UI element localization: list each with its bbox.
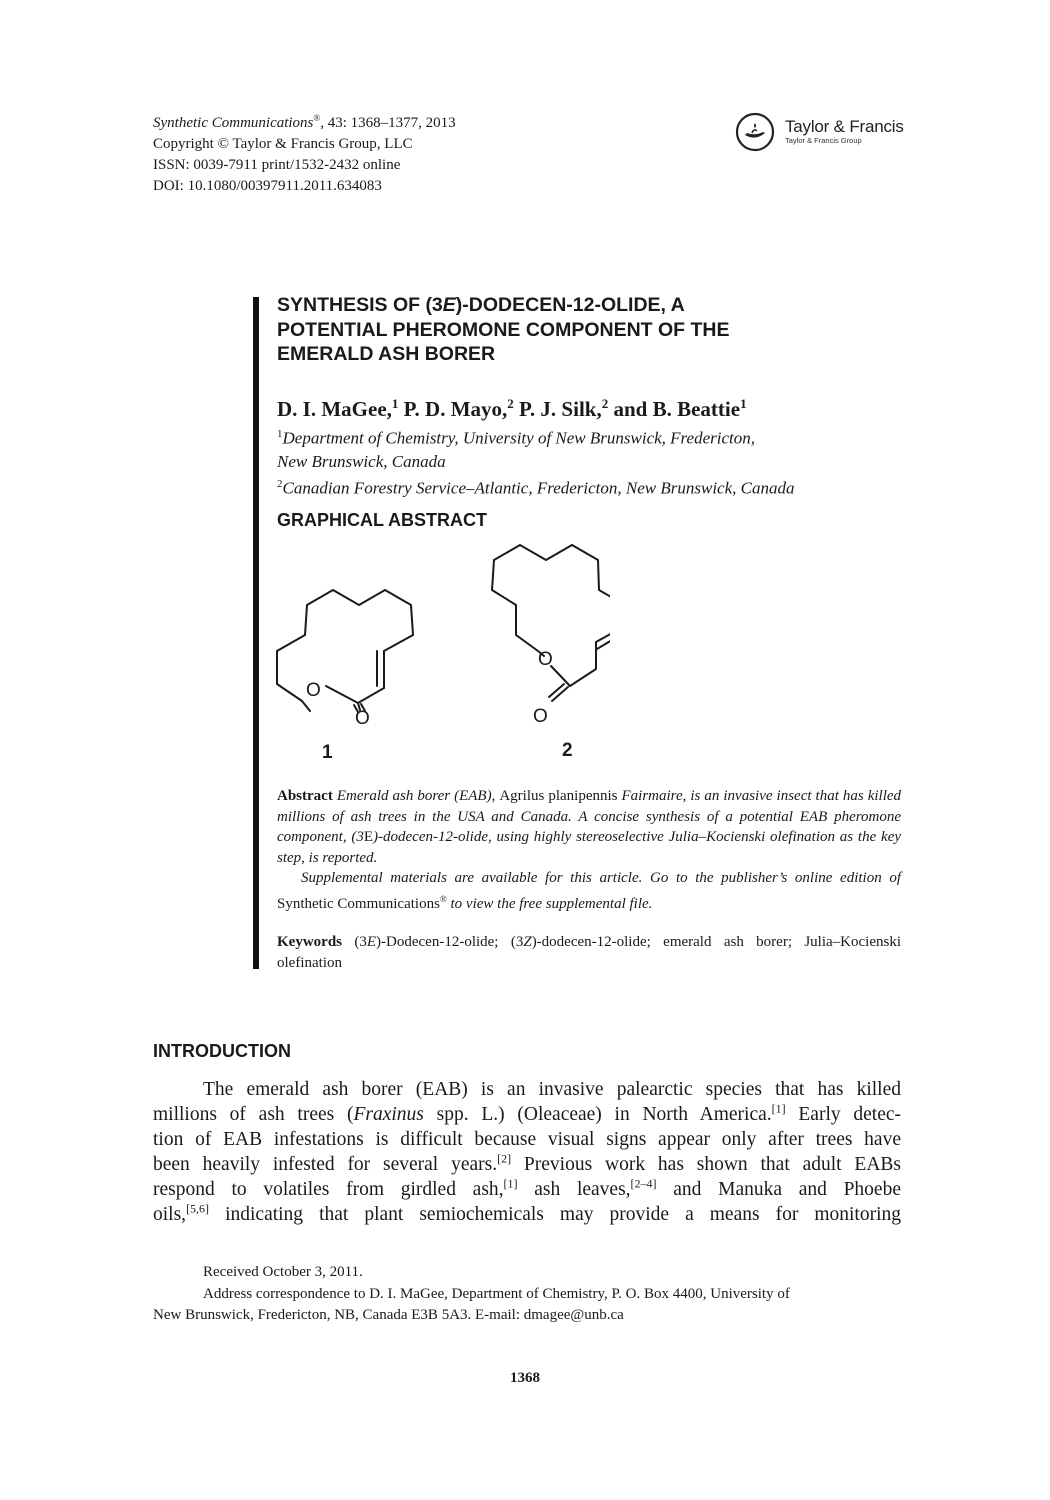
intro-text: indicating that plant semiochemicals may provide a means for monitoring [209, 1204, 901, 1225]
compound-1-structure [277, 590, 413, 712]
keywords [277, 932, 901, 973]
citation-ref: [1] [771, 1101, 786, 1116]
copyright: Copyright © Taylor & Francis Group, LLC [153, 136, 413, 152]
affiliation-2: Canadian Forestry Service–Atlantic, Fredericton, New Brunswick, Canada [282, 478, 795, 498]
chemical-structures [270, 538, 610, 768]
article-title [277, 293, 917, 367]
author-affil-mark: 2 [601, 396, 609, 411]
oxygen-label: O [533, 706, 548, 727]
footnotes [153, 1262, 901, 1327]
title-line-1a: SYNTHESIS OF (3 [277, 294, 443, 316]
intro-line [153, 1202, 901, 1227]
author-list [277, 396, 747, 422]
citation-ref: [1] [503, 1176, 518, 1191]
intro-text: and Manuka and Phoebe [656, 1179, 901, 1200]
citation-ref: [2] [497, 1151, 512, 1166]
correspondence-address: Address correspondence to D. I. MaGee, Department of Chemistry, P. O. Box 4400, University of [203, 1285, 790, 1302]
supplemental-journal: Synthetic Communications [277, 895, 440, 912]
intro-text: tion of EAB infestations is difficult because visual signs appear only after trees have [153, 1129, 901, 1150]
citation: , 43: 1368–1377, 2013 [320, 115, 456, 131]
intro-text: respond to volatiles from girdled ash, [153, 1179, 504, 1200]
intro-line [153, 1127, 901, 1152]
abstract-label: Abstract [277, 788, 333, 804]
publisher-group: Taylor & Francis Group [785, 136, 862, 145]
affiliations [277, 423, 794, 499]
registered-mark: ® [439, 893, 447, 904]
author-affil-mark: 1 [740, 396, 747, 411]
affiliation-mark: 1 [277, 428, 283, 440]
intro-text: spp. L.) (Oleaceae) in North America. [423, 1104, 772, 1125]
correspondence-address-cont: New Brunswick, Fredericton, NB, Canada E3B 5A3. E-mail: dmagee@unb.ca [153, 1307, 624, 1323]
title-rule [253, 297, 259, 969]
intro-text: ash leaves, [517, 1179, 631, 1200]
affiliation-1: Department of Chemistry, University of New Brunswick, Fredericton, [282, 428, 755, 448]
intro-line [153, 1152, 901, 1177]
publisher-logo [735, 112, 904, 152]
keyword-text: (3 [342, 934, 367, 950]
citation-ref: [5,6] [186, 1201, 210, 1216]
lamp-icon [735, 112, 775, 152]
species-name: Agrilus planipennis [499, 788, 618, 804]
oxygen-label: O [355, 708, 370, 729]
issn: ISSN: 0039-7911 print/1532-2432 online [153, 157, 401, 173]
author-name: D. I. MaGee, [277, 397, 392, 421]
keyword-text: )-Dodecen-12-olide; (3 [376, 934, 524, 950]
intro-line [153, 1177, 901, 1202]
genus-name: Fraxinus [353, 1104, 424, 1125]
compound-2-structure [492, 545, 610, 701]
oxygen-label: O [538, 649, 553, 670]
journal-info [153, 108, 456, 197]
abstract-text: Emerald ash borer (EAB), [332, 788, 500, 804]
publisher-name: Taylor & Francis [785, 117, 904, 136]
oxygen-label: O [306, 680, 321, 701]
introduction-text [153, 1077, 901, 1227]
abstract-text: Fairmaire, is an invasive insect that has killed millions of ash trees in the USA and Canada. A concise synthesis of a potential EAB pheromone component, (3 [277, 788, 902, 845]
author-name: and B. Beattie [608, 397, 741, 421]
author-affil-mark: 1 [391, 396, 399, 411]
supplemental-note: Supplemental materials are available for this article. Go to the publisher’s online edition of [301, 870, 901, 886]
title-line-3: EMERALD ASH BORER [277, 343, 496, 365]
author-affil-mark: 2 [507, 396, 514, 411]
abstract [277, 786, 901, 914]
intro-text: Early detec- [785, 1104, 901, 1125]
received-date: Received October 3, 2011. [203, 1264, 363, 1280]
intro-line [153, 1102, 901, 1127]
affiliation-1-cont: New Brunswick, Canada [277, 451, 446, 471]
introduction-heading: INTRODUCTION [153, 1041, 291, 1061]
journal-name: Synthetic Communications [153, 115, 314, 131]
title-line-1b: )-DODECEN-12-OLIDE, A [455, 294, 685, 316]
abstract-text: )-dodecen-12-olide, using highly stereoselective Julia–Kocienski olefination as the key step, is reported. [277, 829, 902, 866]
intro-text: Previous work has shown that adult EABs [511, 1154, 902, 1175]
doi: DOI: 10.1080/00397911.2011.634083 [153, 178, 382, 194]
title-line-2: POTENTIAL PHEROMONE COMPONENT OF THE [277, 318, 730, 341]
title-line-1-italic: E [442, 294, 456, 316]
affiliation-mark: 2 [277, 477, 283, 490]
intro-text: The emerald ash borer (EAB) is an invasive palearctic species that has killed [203, 1079, 901, 1100]
author-name: P. J. Silk, [513, 397, 602, 421]
compound-2-label: 2 [562, 740, 573, 761]
intro-line [153, 1077, 901, 1102]
intro-text: millions of ash trees ( [153, 1104, 354, 1125]
keyword-italic: E [366, 934, 377, 950]
abstract-stereo-e: E [363, 829, 374, 845]
supplemental-note: to view the free supplemental file. [446, 895, 653, 912]
intro-text: oils, [153, 1204, 187, 1225]
keyword-text: )-dodecen-12-olide; emerald ash borer; Julia–Kocienski olefination [277, 934, 901, 971]
citation-ref: [2–4] [630, 1176, 657, 1191]
journal-citation [153, 108, 456, 134]
compound-1-label: 1 [322, 742, 333, 763]
author-name: P. D. Mayo, [398, 397, 508, 421]
keywords-label: Keywords [277, 934, 342, 950]
graphical-abstract-heading: GRAPHICAL ABSTRACT [277, 510, 487, 530]
registered-mark: ® [313, 113, 321, 123]
intro-text: been heavily infested for several years. [153, 1154, 498, 1175]
page-number: 1368 [510, 1370, 540, 1386]
keyword-italic: Z [523, 934, 532, 950]
